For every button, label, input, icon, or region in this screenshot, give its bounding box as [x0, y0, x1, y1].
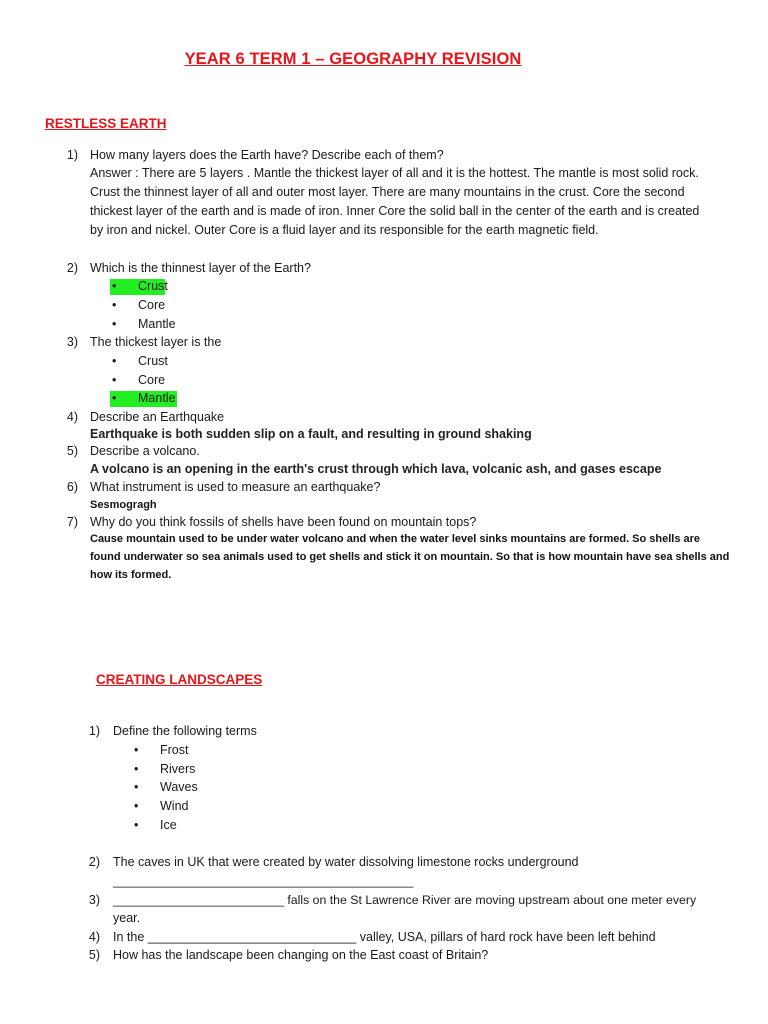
answer-earthquake: Earthquake is both sudden slip on a fault, and resulting in ground shaking: [90, 427, 532, 441]
question-text: Describe an Earthquake: [90, 410, 225, 424]
bullet-icon: •: [112, 279, 117, 293]
answer-line: Cause mountain used to be under water volcano and when the water level sinks mountains are formed. So shells are: [90, 533, 701, 545]
term-label: Frost: [160, 743, 189, 757]
answer-line: Answer : There are 5 layers . Mantle the thickest layer of all and it is the hottest. The mantle is most solid rock.: [90, 166, 699, 180]
question-number: 4): [88, 930, 100, 944]
bullet-icon: •: [112, 317, 117, 331]
bullet-icon: •: [112, 373, 117, 387]
question-text: _________________________ falls on the St Lawrence River are moving upstream about one meter every: [113, 893, 697, 907]
page-title: YEAR 6 TERM 1 – GEOGRAPHY REVISION: [184, 50, 522, 68]
question-number: 1): [66, 148, 78, 162]
answer-line: thickest layer of the earth and is made of iron. Inner Core the solid ball in the center of the earth and is created: [90, 204, 700, 218]
question-text: Which is the thinnest layer of the Earth?: [90, 261, 311, 275]
question-number: 4): [66, 410, 78, 424]
bullet-icon: •: [112, 298, 117, 312]
bullet-icon: •: [112, 391, 117, 405]
answer-line: how its formed.: [90, 569, 172, 581]
option-label: Core: [138, 373, 166, 387]
question-text: Why do you think fossils of shells have been found on mountain tops?: [90, 515, 477, 529]
term-label: Rivers: [160, 762, 196, 776]
term-label: Waves: [160, 780, 198, 794]
question-number: 1): [88, 724, 100, 738]
option-label: Mantle: [138, 317, 176, 331]
question-number: 6): [66, 480, 78, 494]
answer-paragraph: [90, 164, 750, 240]
answer-line: by iron and nickel. Outer Core is a fluid layer and its responsible for the earth magnetic field.: [90, 223, 599, 237]
answer-fossils: [90, 530, 729, 584]
answer-line: Crust the thinnest layer of all and outer most layer. There are many mountains in the crust. Core the second: [90, 185, 685, 199]
term-label: Ice: [160, 818, 177, 832]
answer-blank[interactable]: _____________________________________________: [113, 874, 414, 888]
bullet-icon: •: [134, 780, 139, 794]
bullet-icon: •: [134, 799, 139, 813]
question-text: The caves in UK that were created by water dissolving limestone rocks underground: [113, 855, 579, 869]
question-number: 3): [88, 893, 100, 907]
option-label: Mantle: [138, 391, 176, 405]
question-number: 2): [88, 855, 100, 869]
option-label: Crust: [138, 279, 168, 293]
question-text: In the ______________________________ valley, USA, pillars of hard rock have been left behind: [113, 930, 656, 944]
question-text: How many layers does the Earth have? Describe each of them?: [90, 148, 444, 162]
question-number: 2): [66, 261, 78, 275]
bullet-icon: •: [134, 818, 139, 832]
bullet-icon: •: [112, 354, 117, 368]
answer-instrument: Sesmogragh: [90, 499, 157, 511]
section-heading-restless-earth: RESTLESS EARTH: [45, 116, 167, 131]
bullet-icon: •: [134, 762, 139, 776]
bullet-icon: •: [134, 743, 139, 757]
option-label: Core: [138, 298, 166, 312]
question-text: Define the following terms: [113, 724, 257, 738]
question-number: 5): [88, 948, 100, 962]
section-heading-creating-landscapes: CREATING LANDSCAPES: [96, 672, 263, 687]
question-number: 3): [66, 335, 78, 349]
question-text: The thickest layer is the: [90, 335, 222, 349]
question-text: What instrument is used to measure an earthquake?: [90, 480, 381, 494]
question-text: Describe a volcano.: [90, 444, 200, 458]
term-label: Wind: [160, 799, 189, 813]
answer-volcano: A volcano is an opening in the earth's crust through which lava, volcanic ash, and gases escape: [90, 462, 662, 476]
option-label: Crust: [138, 354, 168, 368]
question-number: 5): [66, 444, 78, 458]
question-text: How has the landscape been changing on the East coast of Britain?: [113, 948, 489, 962]
question-number: 7): [66, 515, 78, 529]
question-text-continued: year.: [113, 911, 141, 925]
answer-line: found underwater so sea animals used to get shells and stick it on mountain. So that is how mountain have sea shells and: [90, 551, 730, 563]
